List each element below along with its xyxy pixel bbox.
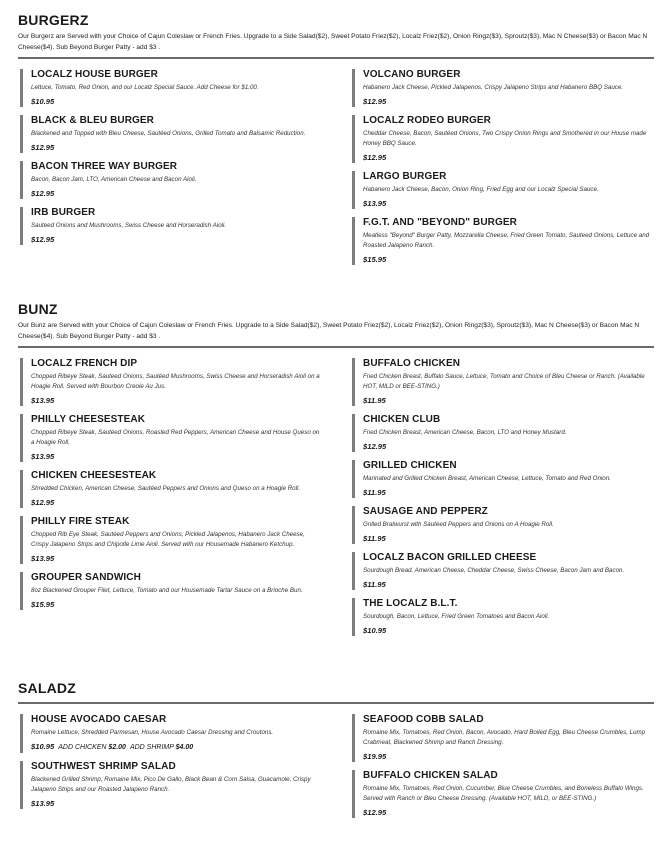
item-description: 8oz Blackened Grouper Filet, Lettuce, Tomato and our Housemade Tartar Sauce on a Brioche Bun. [31, 586, 303, 594]
item-price: $15.95 [31, 599, 55, 609]
item-price: $10.95 [363, 625, 387, 635]
item-name: GROUPER SANDWICH [31, 571, 141, 583]
item-name: HOUSE AVOCADO CAESAR [31, 713, 167, 725]
column-right [352, 358, 652, 644]
item-price: $12.95 [363, 441, 387, 451]
item-price: $12.95 [31, 142, 55, 152]
item-price-row [363, 254, 652, 265]
item-price: $10.95 [31, 741, 55, 751]
item-description: Grilled Bratwurst with Sauteed Peppers and Onions on A Hoagie Roll. [363, 520, 554, 528]
addon-label: ADD SHRIMP [129, 743, 174, 751]
item-description: Cheddar Cheese, Bacon, Sautéed Onions, Two Crispy Onion Rings and Smothered in our House made Honey BBQ Sauce. [363, 129, 647, 147]
item-price-row [31, 451, 320, 462]
item-description: Romaine Mix, Tomatoes, Red Onion, Cucumber, Blue Cheese Crumbles, and Boneless Buffalo Wings. Served with Ranch or Bleu Cheese Dressing. (Available HOT, MILD, or BEE-STING.) [363, 784, 644, 802]
item-description: Fried Chicken Breast, American Cheese, Bacon, LTO and Honey Mustard. [363, 428, 567, 436]
item-description: Chopped Ribeye Steak, Sauteed Onions, Sautéed Mushrooms, Swiss Cheese and Horseradish Aioli on a Hoagie Roll. Served with Bourbon Creole Au Jus. [31, 372, 320, 390]
item-price-row [363, 198, 652, 209]
item-price-row [363, 395, 652, 406]
item-price: $12.95 [31, 497, 55, 507]
item-price-row [31, 96, 320, 107]
item-name: LOCALZ FRENCH DIP [31, 357, 138, 369]
item-price-row [363, 441, 652, 452]
column-left [20, 358, 320, 618]
item-name: CHICKEN CHEESESTEAK [31, 469, 157, 481]
menu-item [352, 552, 652, 590]
item-price: $13.95 [31, 395, 55, 405]
item-price-row [363, 625, 652, 636]
item-description: Chopped Rib Eye Steak, Sautéed Peppers and Onions, Pickled Jalapenos, Habanero Jack Cheese, Crispy Jalapeno Strips and Chipotle Lime Aioli. Served with our Housemade Habanero Ketchup. [31, 530, 305, 548]
addon-option [130, 744, 193, 751]
item-description: Marinated and Grilled Chicken Breast, American Cheese, Lettuce, Tomato and Red Onion. [363, 474, 611, 482]
item-price-row [31, 741, 320, 753]
item-price: $11.95 [363, 533, 386, 543]
item-price: $12.95 [31, 234, 55, 244]
item-price-row [363, 96, 652, 107]
menu-item [352, 598, 652, 636]
item-name: LOCALZ HOUSE BURGER [31, 68, 158, 80]
item-description: Meatless "Beyond" Burger Patty, Mozzarella Cheese, Fried Green Tomato, Sauteed Onions, Lettuce and Roasted Jalapeno Ranch. [363, 231, 650, 249]
menu-item [352, 69, 652, 107]
item-price: $12.95 [363, 96, 387, 106]
item-description: Blackened and Topped with Bleu Cheese, Sautéed Onions, Grilled Tomato and Balsamic Reduction. [31, 129, 306, 137]
menu-item [352, 115, 652, 163]
item-price-row [363, 807, 652, 818]
menu-item [352, 414, 652, 452]
item-name: F.G.T. AND "BEYOND" BURGER [363, 216, 517, 228]
menu-item [20, 516, 320, 564]
item-price: $13.95 [31, 798, 55, 808]
item-description: Chopped Ribeye Steak, Sautéed Onions, Roasted Red Peppers, American Cheese and House Queso on a Hoagie Roll. [31, 428, 320, 446]
item-description: Lettuce, Tomato, Red Onion, and our Localz Special Sauce. Add Cheese for $1.00. [31, 83, 259, 91]
section-divider [18, 57, 654, 59]
menu-item [20, 69, 320, 107]
item-name: SOUTHWEST SHRIMP SALAD [31, 760, 176, 772]
item-description: Habanero Jack Cheese, Pickled Jalapenos, Crispy Jalapeno Strips and Habanero BBQ Sauce. [363, 83, 624, 91]
item-name: PHILLY CHEESESTEAK [31, 413, 146, 425]
menu-item [352, 171, 652, 209]
item-price-row [363, 487, 652, 498]
item-price: $11.95 [363, 487, 386, 497]
item-description: Sourdough Bread, American Cheese, Cheddar Cheese, Swiss Cheese, Bacon Jam and Bacon. [363, 566, 625, 574]
item-description: Sourdough, Bacon, Lettuce, Fried Green Tomatoes and Bacon Aioli. [363, 612, 550, 620]
item-name: SAUSAGE AND PEPPERZ [363, 505, 488, 517]
menu-item [352, 217, 652, 265]
section-title: SALADZ [18, 680, 76, 696]
addon-price: $2.00 [108, 743, 126, 751]
item-price-row [31, 142, 320, 153]
item-name: THE LOCALZ B.L.T. [363, 597, 458, 609]
menu-item [20, 761, 320, 809]
menu-item [20, 414, 320, 462]
item-name: IRB BURGER [31, 206, 96, 218]
item-name: VOLCANO BURGER [363, 68, 461, 80]
item-price-row [31, 798, 320, 809]
item-description: Bacon, Bacon Jam, LTO, American Cheese and Bacon Aioli. [31, 175, 197, 183]
section-divider [18, 346, 654, 348]
item-name: LOCALZ BACON GRILLED CHEESE [363, 551, 537, 563]
item-name: BACON THREE WAY BURGER [31, 160, 178, 172]
item-price: $12.95 [363, 152, 387, 162]
item-price-row [363, 533, 652, 544]
item-description: Romaine Lettuce, Shredded Parmesan, House Avocado Caesar Dressing and Croutons. [31, 728, 274, 736]
menu-item [20, 714, 320, 753]
menu-item [20, 115, 320, 153]
item-description: Shredded Chicken, American Cheese, Sautéed Peppers and Onions and Queso on a Hoagie Roll. [31, 484, 301, 492]
item-price: $11.95 [363, 579, 386, 589]
section-title: BURGERZ [18, 12, 89, 28]
item-price-row [363, 579, 652, 590]
menu-item [352, 506, 652, 544]
column-left [20, 714, 320, 817]
item-price-row [363, 152, 652, 163]
column-right [352, 69, 652, 273]
item-price: $13.95 [31, 451, 55, 461]
item-description: Fried Chicken Breast, Buffalo Sauce, Lettuce, Tomato and Choice of Bleu Cheese or Ranch. (Available HOT, MILD or BEE-STING.) [363, 372, 645, 390]
item-price: $13.95 [31, 553, 55, 563]
item-description: Romaine Mix, Tomatoes, Red Onion, Bacon, Avocado, Hard Boiled Egg, Bleu Cheese Crumbles, Lump Crabmeat, Blackened Shrimp and Ranch Dressing. [363, 728, 646, 746]
item-name: BLACK & BLEU BURGER [31, 114, 155, 126]
menu-item [20, 207, 320, 245]
item-price: $11.95 [363, 395, 386, 405]
item-description: Habanero Jack Cheese, Bacon, Onion Ring, Fried Egg and our Localz Special Sauce. [363, 185, 599, 193]
item-price-row [31, 599, 320, 610]
item-name: SEAFOOD COBB SALAD [363, 713, 484, 725]
item-price: $12.95 [363, 807, 387, 817]
addon-price: $4.00 [175, 743, 194, 751]
menu-item [352, 358, 652, 406]
section-description: Our Burgerz are Served with your Choice of Cajun Coleslaw or French Fries. Upgrade to a Side Salad($2), Sweet Potato Friez($2), Localz Friez($2), Onion Ringz($3), Sproutz($3), Mac N Cheese($3) or Bacon Mac N Cheese($4). Sub Beyond Burger Patty - add $3 . [18, 33, 648, 51]
item-price: $15.95 [363, 254, 387, 264]
item-name: LOCALZ RODEO BURGER [363, 114, 492, 126]
item-price-row [31, 395, 320, 406]
item-price-row [31, 553, 320, 564]
item-price-row [31, 188, 320, 199]
item-name: LARGO BURGER [363, 170, 447, 182]
item-description: Sauteed Onions and Mushrooms, Swiss Cheese and Horseradish Aioli. [31, 221, 227, 229]
section-divider [18, 702, 654, 704]
column-right [352, 714, 652, 826]
addon-label: ADD CHICKEN [58, 743, 107, 751]
item-price: $10.95 [31, 96, 55, 106]
item-description: Blackened Grilled Shrimp, Romaine Mix, Pico De Gallo, Black Bean & Corn Salsa, Guacamole, Crispy Jalapeno Strips and our Roasted Jalapeno Ranch. [31, 775, 311, 793]
section-burgerz [18, 12, 654, 281]
column-left [20, 69, 320, 253]
item-name: CHICKEN CLUB [363, 413, 441, 425]
section-saladz [18, 680, 654, 844]
item-price-row [31, 234, 320, 245]
item-price: $19.95 [363, 751, 387, 761]
addon-option [58, 744, 126, 751]
menu-item [20, 161, 320, 199]
item-name: BUFFALO CHICKEN SALAD [363, 769, 498, 781]
menu-item [352, 714, 652, 762]
menu-item [20, 470, 320, 508]
item-price: $13.95 [363, 198, 387, 208]
item-price: $12.95 [31, 188, 55, 198]
menu-item [352, 460, 652, 498]
item-name: PHILLY FIRE STEAK [31, 515, 130, 527]
item-price-row [31, 497, 320, 508]
item-name: GRILLED CHICKEN [363, 459, 457, 471]
section-description: Our Bunz are Served with your Choice of Cajun Coleslaw or French Fries. Upgrade to a Side Salad($2), Sweet Potato Friez($2), Localz Friez($2), Onion Ringz($3), Sproutz($3), Mac N Cheese($3) or Bacon Mac N Cheese($4). Sub Beyond Burger Patty - add $3 . [18, 322, 640, 340]
item-name: BUFFALO CHICKEN [363, 357, 461, 369]
section-title: BUNZ [18, 301, 58, 317]
menu-item [20, 358, 320, 406]
menu-item [20, 572, 320, 610]
menu-item [352, 770, 652, 818]
item-price-row [363, 751, 652, 762]
section-bunz [18, 301, 654, 658]
